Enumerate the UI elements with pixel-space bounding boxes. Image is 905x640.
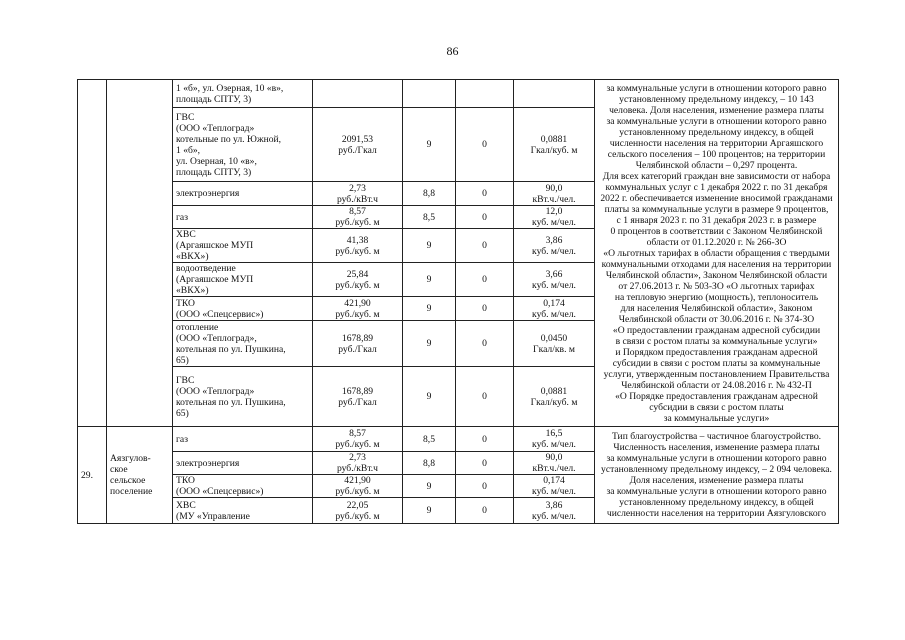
cell-line: «ВКХ») xyxy=(176,251,209,262)
cell-line: куб. м/чел. xyxy=(532,439,576,450)
cell-line: 3,86 xyxy=(545,234,563,246)
rate-cell: 8,8 xyxy=(403,452,456,475)
cell-line: 8,57 xyxy=(349,428,366,439)
resource-cell xyxy=(173,427,313,452)
cell-line: газ xyxy=(176,211,188,223)
cell-line: 0,0450 xyxy=(540,332,568,344)
cell-line: руб./куб. м xyxy=(335,439,380,450)
norm-cell xyxy=(514,80,595,108)
cell-line: куб. м/чел. xyxy=(532,510,576,522)
cell-line: 1 «б», xyxy=(176,144,201,156)
cell-line: ХВС xyxy=(176,499,196,511)
tariff-cell xyxy=(313,452,403,475)
cell-line: поселение xyxy=(110,486,153,497)
resource-cell xyxy=(173,182,313,206)
cell-line: 0 процентов в соответствии с Законом Челябинской xyxy=(610,225,823,237)
cell-line: установленному предельному индексу, в общей xyxy=(619,126,814,138)
tariff-cell xyxy=(313,182,403,206)
table-row xyxy=(78,80,839,108)
cell-line: Гкал/куб. м xyxy=(530,144,578,156)
cell-line: куб. м/чел. xyxy=(532,279,576,291)
cell-line: руб./Гкал xyxy=(338,343,377,355)
cell-line: 2,73 xyxy=(349,452,366,463)
cell-line: руб./куб. м xyxy=(335,308,380,320)
cell-line: куб. м/чел. xyxy=(532,308,576,320)
norm-cell xyxy=(514,263,595,297)
cell-line: 25,84 xyxy=(346,268,369,280)
cell-line: куб. м/чел. xyxy=(532,217,576,228)
cell-line: Тип благоустройства – частичное благоустройство. xyxy=(611,431,822,442)
cell-line: газ xyxy=(176,433,188,445)
cell-line: в связи с ростом платы за коммунальные услуги» xyxy=(615,335,818,347)
cell-line: электроэнергия xyxy=(176,457,240,469)
norm-cell xyxy=(514,475,595,498)
cell-line: руб./Гкал xyxy=(338,396,377,408)
cell-line: ул. Озерная, 10 «в», xyxy=(176,155,257,167)
resource-cell xyxy=(173,80,313,108)
cell-line: (ООО «Теплоград» xyxy=(176,122,255,134)
cell-line: куб. м/чел. xyxy=(532,245,576,257)
rate-cell: 9 xyxy=(403,321,456,367)
cell-line: котельная по ул. Пушкина, xyxy=(176,343,286,355)
tariff-cell xyxy=(313,427,403,452)
index-cell: 0 xyxy=(456,452,514,475)
cell-line: 90,0 xyxy=(545,452,563,463)
cell-line: 0,0881 xyxy=(540,133,568,145)
norm-cell xyxy=(514,367,595,427)
cell-line: 3,66 xyxy=(545,268,563,280)
tariff-cell xyxy=(313,108,403,182)
resource-cell xyxy=(173,367,313,427)
index-cell: 0 xyxy=(456,229,514,263)
rate-cell: 9 xyxy=(403,108,456,182)
cell-line: субсидии в связи с ростом платы xyxy=(649,401,784,413)
cell-line: Гкал/куб. м xyxy=(530,396,578,408)
tariff-cell xyxy=(313,206,403,229)
norm-cell xyxy=(514,498,595,524)
cell-line: Численность населения, изменение размера платы xyxy=(613,442,820,453)
rate-cell: 8,8 xyxy=(403,182,456,206)
rate-cell: 9 xyxy=(403,229,456,263)
tariff-cell xyxy=(313,321,403,367)
cell-line: руб./кВт.ч xyxy=(336,193,379,205)
rate-cell: 9 xyxy=(403,297,456,321)
cell-line: ское xyxy=(110,464,128,475)
cell-line: кВт.ч./чел. xyxy=(532,193,576,205)
index-cell xyxy=(456,80,514,108)
cell-line: руб./куб. м xyxy=(335,510,380,522)
index-cell: 0 xyxy=(456,475,514,498)
cell-line: ТКО xyxy=(176,297,195,309)
resource-cell xyxy=(173,263,313,297)
resource-cell xyxy=(173,452,313,475)
cell-line: Челябинской области – 0,297 процента. xyxy=(635,159,798,171)
cell-line: Доля населения, изменение размера платы xyxy=(629,475,804,486)
index-cell: 0 xyxy=(456,263,514,297)
cell-line: сельское xyxy=(110,475,146,486)
rate-cell: 8,5 xyxy=(403,206,456,229)
cell-line: Челябинской области от 24.08.2016 г. № 432-П xyxy=(621,379,812,391)
cell-line: человека. Доля населения, изменение размера платы xyxy=(609,104,824,116)
cell-line: субсидии в связи с ростом платы за коммунальные xyxy=(612,357,821,369)
cell-line: 0,174 xyxy=(543,475,565,486)
cell-line: для населения Челябинской области», Законом xyxy=(620,302,813,314)
index-cell: 0 xyxy=(456,321,514,367)
cell-line: отопление xyxy=(176,321,219,333)
cell-line: 1678,89 xyxy=(341,385,374,397)
table-row xyxy=(78,427,839,452)
cell-line: 12,0 xyxy=(545,206,563,217)
tariff-cell xyxy=(313,498,403,524)
index-cell: 0 xyxy=(456,367,514,427)
cell-line: кВт.ч./чел. xyxy=(532,463,576,474)
note-cell xyxy=(595,427,839,524)
cell-line: за коммунальные услуги» xyxy=(663,412,770,424)
cell-line: Для всех категорий граждан вне зависимости от набора xyxy=(602,170,831,182)
cell-line: на тепловую энергию (мощность), теплоноситель xyxy=(614,291,819,303)
tariff-cell xyxy=(313,475,403,498)
cell-line: 2,73 xyxy=(349,182,366,194)
cell-line: за коммунальные услуги в отношении которого равно xyxy=(606,82,827,94)
cell-line: (ООО «Теплоград», xyxy=(176,332,257,344)
cell-line: установленному предельному индексу, – 10 143 xyxy=(619,93,814,105)
cell-line: Гкал/кв. м xyxy=(533,343,575,355)
cell-line: (Аргаяшское МУП xyxy=(176,240,254,251)
cell-line: площадь СПТУ, 3) xyxy=(176,93,252,105)
cell-line: коммунальными отходами для населения на территории xyxy=(601,258,832,270)
cell-line: 421,90 xyxy=(344,475,371,486)
cell-line: 1 «б», ул. Озерная, 10 «в», xyxy=(176,82,284,94)
norm-cell xyxy=(514,427,595,452)
cell-line: куб. м/чел. xyxy=(532,486,576,497)
norm-cell xyxy=(514,297,595,321)
rate-cell: 9 xyxy=(403,263,456,297)
cell-line: водоотведение xyxy=(176,263,236,274)
cell-line: (МУ «Управление xyxy=(176,510,250,522)
cell-line: 22,05 xyxy=(346,499,369,511)
cell-line: 41,38 xyxy=(346,234,369,246)
cell-line: 0,174 xyxy=(543,297,565,309)
row-number-cell: 29. xyxy=(78,427,107,524)
settlement-name-cell xyxy=(107,427,173,524)
cell-line: Челябинской области от 30.06.2016 г. № 374-ЗО xyxy=(618,313,815,325)
row-number-cell xyxy=(78,80,107,427)
cell-line: (ООО «Спецсервис») xyxy=(176,308,264,320)
resource-cell xyxy=(173,206,313,229)
cell-line: (ООО «Спецсервис») xyxy=(176,486,264,497)
cell-line: «О предоставлении гражданам адресной субсидии xyxy=(612,324,821,336)
norm-cell xyxy=(514,452,595,475)
cell-line: 2091,53 xyxy=(341,133,374,145)
norm-cell xyxy=(514,321,595,367)
cell-line: 3,86 xyxy=(545,499,563,511)
page-number: 86 xyxy=(446,44,459,58)
cell-line: (Аргаяшское МУП xyxy=(176,274,254,285)
index-cell: 0 xyxy=(456,182,514,206)
cell-line: численности населения на территории Аязгуловского xyxy=(606,508,827,519)
cell-line: ГВС xyxy=(176,111,195,123)
cell-line: 8,57 xyxy=(349,206,366,217)
cell-line: (ООО «Теплоград» xyxy=(176,385,255,397)
resource-cell xyxy=(173,108,313,182)
rate-cell: 9 xyxy=(403,498,456,524)
cell-line: 16,5 xyxy=(545,428,563,439)
settlement-name-cell xyxy=(107,80,173,427)
cell-line: котельная по ул. Пушкина, xyxy=(176,396,286,408)
cell-line: «О льготных тарифах в области обращения с твердыми xyxy=(603,247,830,259)
resource-cell xyxy=(173,297,313,321)
cell-line: за коммунальные услуги в отношении которого равно xyxy=(606,115,827,127)
cell-line: руб./куб. м xyxy=(335,486,380,497)
norm-cell xyxy=(514,182,595,206)
cell-line: 65) xyxy=(176,354,189,366)
rate-cell: 9 xyxy=(403,475,456,498)
cell-line: услуги, утвержденным постановлением Правительства xyxy=(603,368,830,380)
cell-line: «ВКХ») xyxy=(176,285,209,296)
index-cell: 0 xyxy=(456,498,514,524)
rate-cell: 8,5 xyxy=(403,427,456,452)
cell-line: с 1 января 2023 г. по 31 декабря 2023 г. в размере xyxy=(616,214,817,226)
tariff-cell xyxy=(313,367,403,427)
cell-line: 90,0 xyxy=(545,182,563,194)
tariff-cell xyxy=(313,80,403,108)
cell-line: 1678,89 xyxy=(341,332,374,344)
cell-line: от 27.06.2013 г. № 503-ЗО «О льготных тарифах xyxy=(618,280,815,292)
cell-line: котельные по ул. Южной, xyxy=(176,133,282,145)
norm-cell xyxy=(514,229,595,263)
cell-line: руб./куб. м xyxy=(335,279,380,291)
cell-line: «О Порядке предоставления гражданам адресной xyxy=(615,390,818,402)
norm-cell xyxy=(514,108,595,182)
cell-line: 421,90 xyxy=(344,297,371,309)
index-cell: 0 xyxy=(456,108,514,182)
cell-line: электроэнергия xyxy=(176,188,240,199)
cell-line: Аязгулов- xyxy=(110,453,151,464)
cell-line: ГВС xyxy=(176,374,195,386)
norm-cell xyxy=(514,206,595,229)
cell-line: и Порядком предоставления гражданам адресной xyxy=(615,346,818,358)
cell-line: области от 01.12.2020 г. № 266-ЗО xyxy=(646,236,787,248)
cell-line: руб./куб. м xyxy=(335,217,380,228)
rate-cell xyxy=(403,80,456,108)
index-cell: 0 xyxy=(456,427,514,452)
cell-line: за коммунальные услуги в отношении которого равно xyxy=(606,453,827,464)
tariff-cell xyxy=(313,263,403,297)
resource-cell xyxy=(173,498,313,524)
cell-line: площадь СПТУ, 3) xyxy=(176,166,252,178)
resource-cell xyxy=(173,229,313,263)
cell-line: ТКО xyxy=(176,475,195,486)
tariff-table xyxy=(77,79,839,524)
cell-line: руб./Гкал xyxy=(338,144,377,156)
cell-line: 65) xyxy=(176,407,189,419)
cell-line: руб./кВт.ч xyxy=(336,463,379,474)
cell-line: 0,0881 xyxy=(540,385,568,397)
cell-line: Челябинской области», Законом Челябинской области xyxy=(605,269,828,281)
note-cell xyxy=(595,80,839,427)
cell-line: за коммунальные услуги в отношении которого равно xyxy=(606,486,827,497)
cell-line: сельского поселения – 100 процентов; на территории xyxy=(607,148,826,160)
cell-line: численности населения на территории Аргаяшского xyxy=(609,137,824,149)
cell-line: ХВС xyxy=(176,229,196,240)
index-cell: 0 xyxy=(456,297,514,321)
cell-line: установленному предельному индексу, – 2 094 человека. xyxy=(601,464,832,475)
tariff-cell xyxy=(313,229,403,263)
cell-line: руб./куб. м xyxy=(335,245,380,257)
tariff-cell xyxy=(313,297,403,321)
index-cell: 0 xyxy=(456,206,514,229)
rate-cell: 9 xyxy=(403,367,456,427)
cell-line: платы за коммунальные услуги в размере 9 процентов, xyxy=(604,203,829,215)
resource-cell xyxy=(173,475,313,498)
cell-line: коммунальных услуг с 1 декабря 2022 г. по 31 декабря xyxy=(605,181,828,193)
resource-cell xyxy=(173,321,313,367)
cell-line: 2022 г. обеспечивается изменение вносимой гражданами xyxy=(600,192,833,204)
cell-line: установленному предельному индексу, в общей xyxy=(619,497,814,508)
